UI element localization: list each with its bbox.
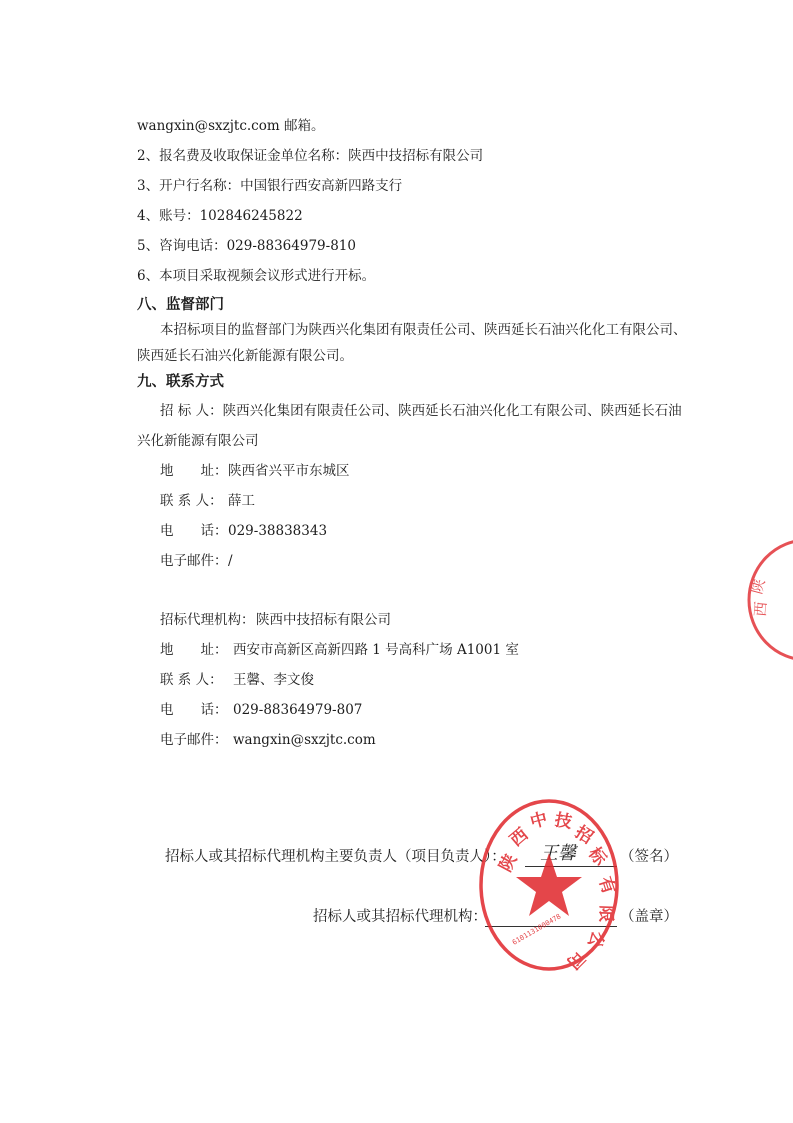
agency-address-label: 地 址：	[160, 642, 228, 658]
stamp-label: 招标人或其招标代理机构：	[313, 909, 487, 925]
section-heading: 八、监督部门	[137, 297, 224, 313]
agency-contact: 王馨、李文俊	[233, 672, 314, 688]
svg-text:中: 中	[528, 809, 550, 833]
signature-label: 招标人或其招标代理机构主要负责人（项目负责人）：	[165, 849, 506, 865]
agency-email-label: 电子邮件：	[160, 732, 228, 748]
tenderer-address-label: 地 址：	[160, 463, 228, 479]
company-seal	[474, 795, 624, 975]
list-item: 3、开户行名称：中国银行西安高新四路支行	[137, 178, 403, 194]
paragraph-line: 本招标项目的监督部门为陕西兴化集团有限责任公司、陕西延长石油兴化化工有限公司、	[160, 322, 687, 338]
tenderer-contact-label: 联 系 人：	[160, 493, 223, 509]
stamp-suffix: （盖章）	[620, 909, 678, 925]
agency-name: 陕西中技招标有限公司	[256, 612, 391, 628]
svg-text:司: 司	[562, 946, 589, 973]
svg-text:西: 西	[506, 824, 533, 851]
handwritten-signature: 王馨	[540, 843, 576, 864]
list-item: 4、账号：102846245822	[137, 208, 303, 224]
agency-phone-label: 电 话：	[160, 702, 228, 718]
tenderer-line: 兴化新能源有限公司	[137, 433, 259, 449]
agency-phone: 029-88364979-807	[233, 702, 363, 718]
tenderer-email: /	[228, 553, 233, 569]
svg-text:招: 招	[571, 822, 597, 849]
svg-text:陕: 陕	[495, 850, 522, 876]
paragraph-line: 陕西延长石油兴化新能源有限公司。	[137, 348, 353, 364]
tenderer-contact: 薛工	[228, 493, 255, 509]
svg-text:陕: 陕	[747, 576, 769, 597]
agency-address: 西安市高新区高新四路 1 号高科广场 A1001 室	[233, 642, 519, 658]
list-item: 2、报名费及收取保证金单位名称：陕西中技招标有限公司	[137, 148, 484, 164]
svg-text:公: 公	[582, 928, 608, 952]
agency-contact-label: 联 系 人：	[160, 672, 223, 688]
email-continuation: wangxin@sxzjtc.com 邮箱。	[137, 118, 325, 134]
tenderer-phone-label: 电 话：	[160, 523, 228, 539]
agency-label: 招标代理机构：	[160, 612, 255, 628]
list-item: 6、本项目采取视频会议形式进行开标。	[137, 268, 376, 284]
svg-text:技: 技	[553, 810, 574, 833]
agency-email: wangxin@sxzjtc.com	[233, 732, 376, 748]
svg-text:有: 有	[594, 874, 619, 897]
edge-seal	[735, 535, 793, 665]
section-heading: 九、联系方式	[137, 374, 224, 390]
svg-text:西: 西	[751, 600, 771, 618]
svg-text:标: 标	[584, 843, 611, 870]
signature-suffix: （签名）	[620, 849, 678, 865]
svg-text:限: 限	[595, 904, 616, 923]
tenderer-line: 招 标 人：陕西兴化集团有限责任公司、陕西延长石油兴化化工有限公司、陕西延长石油	[160, 403, 682, 419]
svg-text:6101131000478: 6101131000478	[511, 912, 563, 947]
tenderer-email-label: 电子邮件：	[160, 553, 228, 569]
list-item: 5、咨询电话：029-88364979-810	[137, 238, 356, 254]
tenderer-address: 陕西省兴平市东城区	[228, 463, 350, 479]
tenderer-phone: 029-38838343	[228, 523, 328, 539]
